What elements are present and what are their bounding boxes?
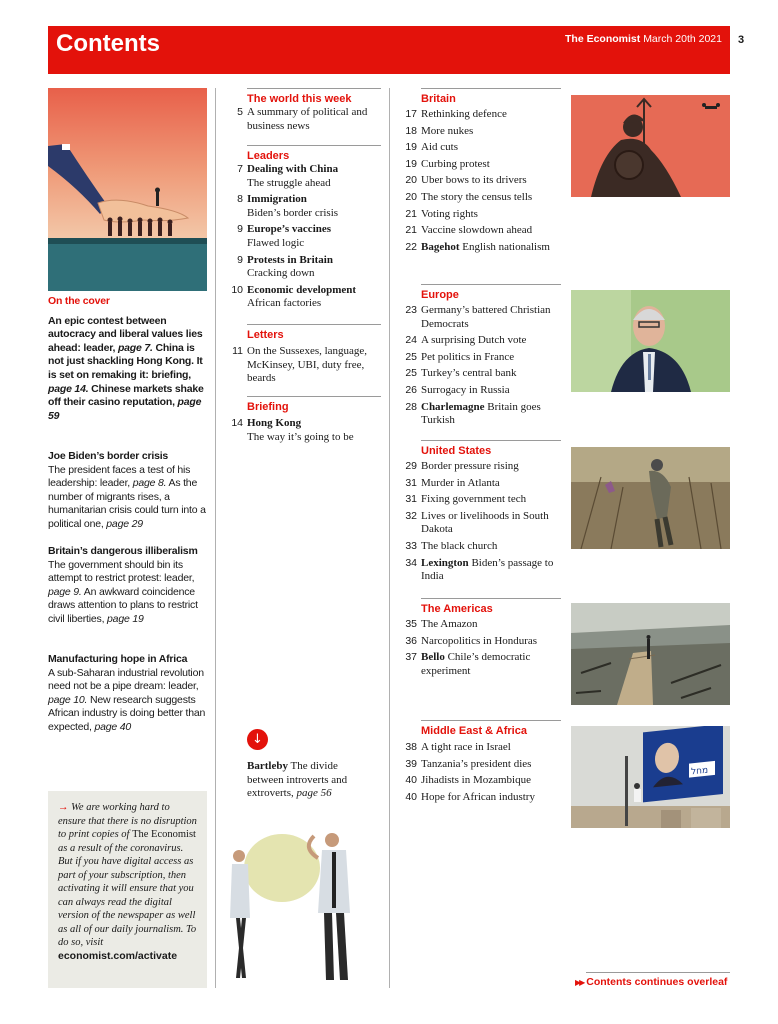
toc-entry[interactable]: 40 Hope for African industry <box>405 790 535 803</box>
toc-entry[interactable]: 21 Voting rights <box>405 207 478 220</box>
issue-line <box>565 33 722 45</box>
section-britain <box>397 88 561 254</box>
issue-date: March 20th 2021 <box>643 33 722 45</box>
activate-link[interactable]: economist.com/activate <box>58 949 178 962</box>
section-heading: Middle East & Africa <box>421 725 527 737</box>
story-page-link[interactable]: page 8. <box>132 477 167 490</box>
toc-entry[interactable]: 25 Turkey’s central bank <box>405 367 517 380</box>
section-heading: The world this week <box>247 93 352 105</box>
section-heading: Letters <box>247 329 284 341</box>
story-page-link[interactable]: page 10. <box>48 693 88 706</box>
europe-photo[interactable] <box>571 290 730 392</box>
toc-entry[interactable]: 36 Narcopolitics in Honduras <box>405 634 538 647</box>
toc-entry[interactable]: 39 Tanzania’s president dies <box>405 757 532 770</box>
column-divider <box>389 88 390 988</box>
toc-entry[interactable]: 40 Jihadists in Mozambique <box>405 774 531 787</box>
toc-entry[interactable]: 7 Dealing with China The struggle ahead <box>237 163 339 189</box>
united-states-photo[interactable] <box>571 447 730 549</box>
story-page-link[interactable]: page 19 <box>107 612 144 625</box>
middle-east-africa-photo[interactable] <box>571 726 730 828</box>
toc-entry[interactable]: 22 Bagehot English nationalism <box>405 240 550 253</box>
toc-entry[interactable]: 24 A surprising Dutch vote <box>405 334 527 347</box>
page-number: 3 <box>738 34 745 46</box>
page-title: Contents <box>56 30 160 57</box>
story-body: The government should bin its attempt to restrict protest: leader, page 9. An awkward coincidence draws attention to plans to restrict civil liberties, page 19 <box>48 558 198 625</box>
story-body: A sub-Saharan industrial revolution need not be a pipe dream: leader, page 10. New research suggests African industry is doing better than expected, page 40 <box>48 666 206 733</box>
section-heading: United States <box>421 445 492 457</box>
header-bar <box>48 26 730 74</box>
toc-entry[interactable]: 21 Vaccine slowdown ahead <box>405 224 533 237</box>
story-blurb <box>48 653 208 735</box>
section-briefing <box>223 396 381 444</box>
cover-heading: On the cover <box>48 295 110 307</box>
double-arrow-icon: ▶▶ <box>575 978 584 987</box>
britain-illustration[interactable] <box>571 95 730 197</box>
toc-entry[interactable]: 8 Immigration Biden’s border crisis <box>237 193 339 219</box>
billboard-text: מחל <box>691 765 709 778</box>
toc-entry[interactable]: 9 Protests in Britain Cracking down <box>237 253 333 280</box>
section-heading: Leaders <box>247 150 290 162</box>
section-middle-east-africa <box>397 720 561 804</box>
toc-entry[interactable]: 19 Aid cuts <box>405 141 458 154</box>
cover-illustration[interactable] <box>48 88 207 291</box>
contents-continues-link[interactable]: ▶▶ Contents continues overleaf <box>575 976 728 988</box>
story-blurb <box>48 450 208 532</box>
toc-entry[interactable]: 29 Border pressure rising <box>405 460 519 472</box>
toc-entry[interactable]: 14 Hong Kong The way it’s going to be <box>231 417 354 443</box>
toc-entry[interactable]: 37 Bello Chile’s democratic experiment <box>405 651 531 677</box>
section-heading: Britain <box>421 93 456 105</box>
toc-entry[interactable]: 20 The story the census tells <box>405 190 533 203</box>
publication-name: The Economist <box>565 33 641 45</box>
section-heading: Europe <box>421 289 459 301</box>
story-body: The president faces a test of his leadership: leader, page 8. As the number of migrants rises, a humanitarian crisis could turn into a political one, page 29 <box>48 463 206 530</box>
toc-entry[interactable]: 31 Murder in Atlanta <box>405 476 500 489</box>
toc-entry[interactable]: 38 A tight race in Israel <box>405 741 511 753</box>
toc-entry[interactable]: 17 Rethinking defence <box>405 108 507 120</box>
toc-entry[interactable]: 19 Curbing protest <box>405 157 490 170</box>
toc-entry[interactable]: 28 Charlemagne Britain goes Turkish <box>405 400 541 427</box>
section-world-this-week <box>223 88 381 133</box>
bartleby-teaser[interactable]: Bartleby The divide between introverts and extroverts, page 56 <box>247 760 348 800</box>
section-europe <box>397 284 561 428</box>
toc-entry[interactable]: 35 The Amazon <box>405 618 478 630</box>
toc-entry[interactable]: 26 Surrogacy in Russia <box>405 383 510 396</box>
toc-entry[interactable]: 31 Fixing government tech <box>405 493 527 506</box>
section-leaders <box>223 145 381 311</box>
toc-entry[interactable]: 10 Economic development African factories <box>231 283 357 310</box>
column-divider <box>215 88 216 988</box>
section-letters <box>223 324 381 386</box>
toc-entry[interactable]: 32 Lives or livelihoods in South Dakota <box>405 509 549 536</box>
toc-entry[interactable]: 34 Lexington Biden’s passage to India <box>405 556 554 583</box>
toc-entry[interactable]: 33 The black church <box>405 539 498 552</box>
americas-photo[interactable] <box>571 603 730 705</box>
toc-entry[interactable]: 9 Europe’s vaccines Flawed logic <box>237 223 332 249</box>
story-title: Joe Biden’s border crisis <box>48 450 169 462</box>
cover-page-link[interactable]: page 14. <box>48 382 89 395</box>
section-united-states <box>397 440 561 584</box>
toc-entry[interactable]: 11 On the Sussexes, language, McKinsey, UBI, duty free, beards <box>232 345 368 385</box>
digital-access-notice: → We are working hard to ensure that there is no disruption to print copies of The Economist as a result of the coronavirus. But if you have digital access as part of your subscription, then activating it will ensure that you can always read the digital version of the newspaper as well as all of our daily journalism. To do so, visit economist.com/activate <box>48 791 207 988</box>
toc-entry[interactable]: 25 Pet politics in France <box>405 350 515 363</box>
cover-blurb <box>48 295 208 423</box>
footer-divider <box>586 972 730 973</box>
story-page-link[interactable]: page 40 <box>94 720 132 733</box>
story-title: Britain’s dangerous illiberalism <box>48 545 198 557</box>
toc-entry[interactable]: 20 Uber bows to its drivers <box>405 174 527 187</box>
story-blurb <box>48 545 208 627</box>
cover-page-link[interactable]: page 59 <box>48 396 202 422</box>
section-heading: The Americas <box>421 603 493 615</box>
cover-page-link[interactable]: page 7. <box>117 341 153 354</box>
section-the-americas <box>397 598 561 678</box>
story-page-link[interactable]: page 9. <box>48 585 82 598</box>
toc-entry[interactable]: 23 Germany’s battered Christian Democrats <box>405 304 551 330</box>
toc-entry[interactable]: 5 A summary of political and business news <box>237 106 368 132</box>
arrow-right-icon: → <box>58 802 69 813</box>
toc-entry[interactable]: 18 More nukes <box>405 124 474 137</box>
bartleby-illustration <box>222 818 382 988</box>
story-page-link[interactable]: page 29 <box>106 517 143 530</box>
story-title: Manufacturing hope in Africa <box>48 653 188 665</box>
arrow-down-icon: ↓ <box>247 729 268 750</box>
section-heading: Briefing <box>247 401 289 413</box>
cover-story: An epic contest between autocracy and liberal values lies ahead: leader, page 7. China is not just shackling Hong Kong. It is set on remaking it: briefing, page 14. Chinese markets shake off their casino reputation, page 59 <box>48 314 204 422</box>
